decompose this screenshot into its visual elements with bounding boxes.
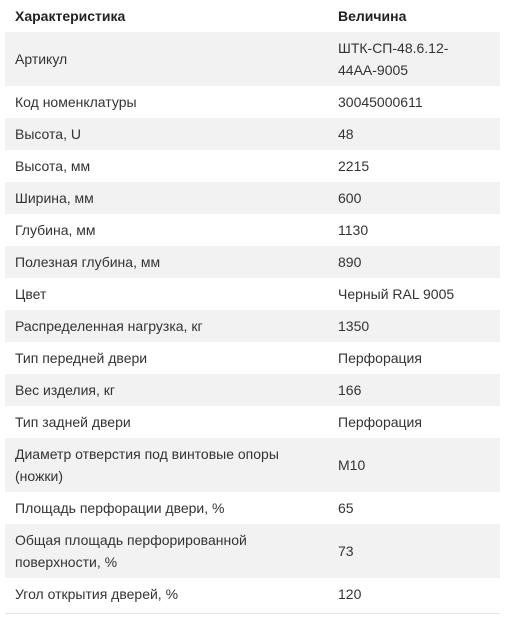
row-value: ШТК-СП-48.6.12-44АА-9005 (338, 40, 449, 78)
row-value: Перфорация (338, 414, 422, 430)
row-value: 65 (338, 500, 354, 516)
table-row (5, 150, 500, 182)
table-row (5, 86, 500, 118)
row-label: Общая площадь перфорированной поверхности, % (15, 532, 247, 570)
row-label: Угол открытия дверей, % (15, 586, 179, 602)
table-row (5, 492, 500, 524)
table-row (5, 374, 500, 406)
row-label: Полезная глубина, мм (15, 254, 161, 270)
row-value: 73 (338, 543, 354, 559)
table-row (5, 118, 500, 150)
table-header (5, 0, 500, 32)
row-label: Код номенклатуры (15, 94, 137, 110)
row-label: Ширина, мм (15, 190, 94, 206)
table-row (5, 182, 500, 214)
table-row (5, 578, 500, 610)
row-label: Диаметр отверстия под винтовые опоры (ножки) (15, 446, 279, 484)
column-header-value: Величина (327, 0, 500, 32)
table-row (5, 246, 500, 278)
table-row (5, 278, 500, 310)
table-bottom-divider (5, 613, 500, 614)
row-value: 30045000611 (338, 94, 423, 110)
row-label: Тип задней двери (15, 414, 131, 430)
table-row (5, 32, 500, 86)
header-row (5, 0, 500, 32)
table-body (5, 32, 500, 610)
table-row (5, 214, 500, 246)
row-value: M10 (338, 457, 366, 473)
row-value: Перфорация (338, 350, 422, 366)
row-label: Артикул (15, 51, 68, 67)
row-label: Тип передней двери (15, 350, 148, 366)
row-value: 166 (338, 382, 362, 398)
row-value: 600 (338, 190, 362, 206)
row-label: Распределенная нагрузка, кг (15, 318, 203, 334)
row-value: 1130 (338, 222, 369, 238)
row-label: Цвет (15, 286, 47, 302)
table-row (5, 524, 500, 578)
table-row (5, 342, 500, 374)
row-value: 890 (338, 254, 362, 270)
row-value: 48 (338, 126, 354, 142)
row-value: Черный RAL 9005 (338, 286, 455, 302)
row-label: Высота, мм (15, 158, 91, 174)
column-header-characteristic: Характеристика (5, 0, 327, 32)
row-value: 1350 (338, 318, 370, 334)
specifications-table (5, 0, 500, 610)
table-row (5, 406, 500, 438)
table-row (5, 310, 500, 342)
row-value: 2215 (338, 158, 370, 174)
row-label: Площадь перфорации двери, % (15, 500, 225, 516)
row-label: Глубина, мм (15, 222, 96, 238)
row-label: Высота, U (15, 126, 81, 142)
row-value: 120 (338, 586, 362, 602)
row-label: Вес изделия, кг (15, 382, 116, 398)
table-row (5, 438, 500, 492)
